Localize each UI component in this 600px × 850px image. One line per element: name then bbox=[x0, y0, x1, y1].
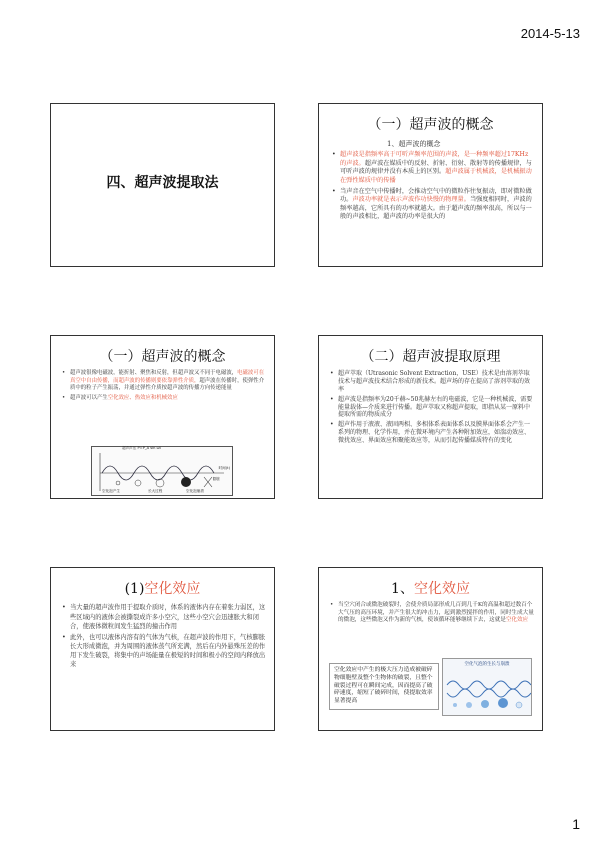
slide-2 bbox=[318, 103, 543, 267]
bullet-text: 当空穴闭合或微泡破裂时，会使介质局部形成几百到几千K的高温和超过数百个大气压的高压环境，并产生很大的冲击力，起到激烈搅拌的作用，同时生成大量的微泡，这些微泡又作为新的气核，使该循环能够继续下去，这就是 bbox=[338, 602, 534, 623]
bullet-item: • 超声作用于液液、液固两相、多相体系表面体系以及膜界面体系会产生一系列的物理、化学作用，并在微环境内产生各种附加效应，如湍动效应、微扰效应、界面效应和聚能效应等，从而引起传播媒质特有的变化 bbox=[329, 421, 534, 444]
diagram-label: 长大过程 bbox=[148, 489, 163, 493]
bullet-text: 当声音在空气中传播时，会推动空气中的微粒作往复振动，即对微粒做功。 bbox=[340, 187, 532, 204]
bullet-item: • 超声萃取（Utrasonic Solvent Extraction，USE）技术是由溶剂萃取技术与超声波技术结合形成的新技术。超声场的存在提高了溶剂萃取的效率 bbox=[329, 370, 534, 393]
document-date: 2014-5-13 bbox=[520, 26, 580, 41]
page-number: 1 bbox=[572, 816, 580, 832]
bullet-list bbox=[51, 365, 274, 402]
bullet-highlight: 空化效应 bbox=[505, 616, 529, 623]
slide-subheading: 1、超声波的概念 bbox=[387, 140, 441, 149]
slide-title bbox=[319, 582, 542, 597]
cavitation-diagram-graphic bbox=[92, 447, 232, 495]
slide-title: （一）超声波的概念 bbox=[99, 349, 226, 365]
slide-title-prefix: 1、 bbox=[391, 581, 414, 597]
slide-title: （一）超声波的概念 bbox=[367, 117, 494, 133]
slide-1 bbox=[50, 103, 275, 267]
slide-title-highlight: 空化效应 bbox=[144, 581, 201, 597]
bullet-item bbox=[61, 370, 266, 392]
bullet-text: 超声波在传播时，使弹性介质中的粒子产生振荡，并通过弹性介质按超声波的传播方向传递能量 bbox=[70, 377, 265, 392]
slide-3 bbox=[50, 335, 275, 499]
bullet-text: 超声波在媒质中的反射、折射、衍射、散射等的传播规律，与可听声波的规律并没有本质上的区别。 bbox=[340, 159, 532, 176]
cavitation-diagram bbox=[91, 446, 233, 496]
bullet-text: 超声波很像电磁波，能折射、聚焦和反射，但超声波又不同于电磁波， bbox=[70, 370, 238, 377]
bullet-list bbox=[51, 597, 274, 669]
slide-title-highlight: 空化效应 bbox=[413, 581, 470, 597]
slide-5 bbox=[50, 567, 275, 731]
slide-6 bbox=[318, 567, 543, 731]
image-caption: 空化气泡的生长与崩溃 bbox=[464, 662, 510, 667]
slide-4 bbox=[318, 335, 543, 499]
bullet-text: 超声波可以产生 bbox=[70, 394, 108, 401]
slide-title bbox=[51, 582, 274, 597]
slide-title: （二）超声波提取原理 bbox=[360, 349, 501, 365]
bullet-highlight: 空化效应、热效应和机械效应 bbox=[107, 394, 178, 401]
bubble-illustration bbox=[443, 667, 531, 713]
bullet-highlight: 超声波是指频率高于可听声频率范围的声波，是一种频率超过17KHz的声波。 bbox=[340, 151, 529, 167]
bullet-text: 当强度相同时，声波的频率越高，它所具有的功率就越大。由于超声波的频率很高，所以与一般的声波相比，超声波的功率是很大的 bbox=[340, 196, 532, 221]
bullet-item bbox=[331, 151, 534, 185]
slide-title-prefix: (1) bbox=[124, 581, 145, 597]
bullet-highlight: 电磁波可在真空中自由传播，而超声波的传播则要依靠弹性介质， bbox=[70, 370, 265, 384]
bullet-item: • 超声波是指频率为20千赫~50兆赫左右的电磁波，它是一种机械波，需要能量载体—介质来进行传播。超声萃取又称超声提取，即指从某一原料中提取所需的物质成分 bbox=[329, 396, 534, 419]
bullet-list bbox=[319, 365, 542, 444]
diagram-label: 空化泡崩溃 bbox=[186, 489, 204, 493]
bullet-text: 空化效应中产生的极大压力造成被破碎物细胞壁及整个生物体的破裂，且整个破裂过程可在瞬间完成，因而提高了破碎速度，缩短了破碎时间，使提取效率显著提高 bbox=[334, 667, 433, 705]
bullet-item bbox=[329, 663, 439, 710]
cavitation-bubble-image bbox=[442, 658, 532, 716]
bullet-list bbox=[319, 149, 542, 221]
bullet-item bbox=[61, 395, 266, 402]
bullet-item: • 当大量的超声波作用于提取介质时，体系的液体内存在着张力弱区，这些区域内的液体会被撕裂成许多小空穴，这些小空穴会迅速胀大和闭合，使液体微粒间发生猛烈的撞击作用 bbox=[61, 603, 266, 630]
diagram-label: 超声声压 P=P_A sin ωt bbox=[122, 446, 161, 450]
bullet-highlight: 声波功率就是表示声波作功快慢的物理量。 bbox=[352, 196, 470, 204]
bullet-item bbox=[331, 188, 534, 222]
bullet-item: • 此外，也可以液体内溶有的气体为气核，在超声波的作用下，气核膨胀长大形成微泡，并为周围的液体蒸气所充满，然后在内外悬殊压差的作用下发生破裂，将集中的声场能量在极短的时间和极小的空间内释放出来 bbox=[61, 633, 266, 670]
bullet-highlight: 超声波属于机械波，是机械振动在弹性媒质中的传播 bbox=[340, 168, 532, 185]
diagram-label: 时间(t) bbox=[218, 466, 230, 470]
bullet-item bbox=[329, 602, 534, 624]
diagram-label: 空化泡产生 bbox=[102, 489, 120, 493]
bullet-list bbox=[319, 597, 542, 624]
diagram-label: 膨胀 bbox=[212, 477, 220, 481]
slide-title: 四、超声波提取法 bbox=[106, 175, 219, 191]
